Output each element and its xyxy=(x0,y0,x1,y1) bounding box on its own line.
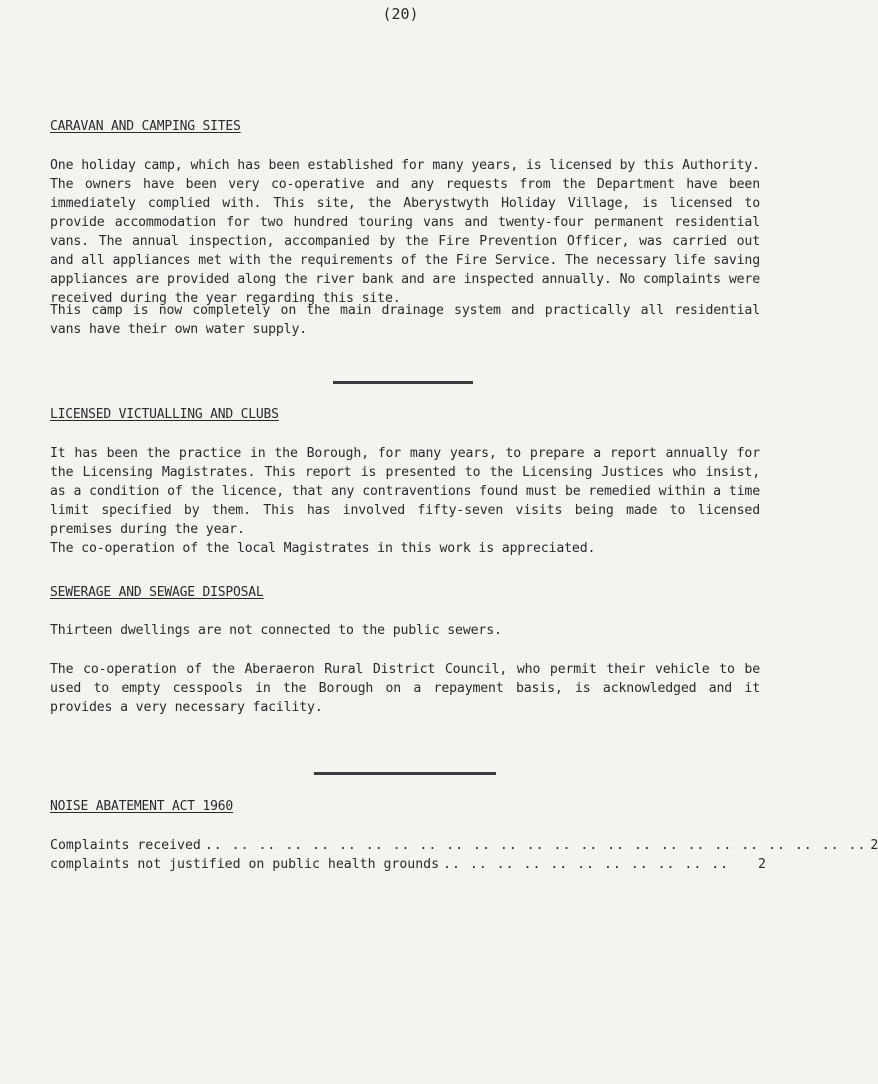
paragraph-sewerage-1: Thirteen dwellings are not connected to the public sewers. xyxy=(50,623,502,638)
stat-row xyxy=(50,857,766,872)
stat-label: complaints not justified on public health grounds xyxy=(50,857,440,872)
paragraph-caravan-1: One holiday camp, which has been established for many years, is licensed by this Authority. The owners have been very co-operative and any requests from the Department have been immediately complied with. This site, the Aberystwyth Holiday Village, is licensed to provide accommodation for two hundred touring vans and twenty-four permanent residential vans. The annual inspection, accompanied by the Fire Prevention Officer, was carried out and all appliances met with the requirements of the Fire Service. The necessary life saving appliances are provided along the river bank and are inspected annually. No complaints were received during the year regarding this site. xyxy=(50,158,760,306)
paragraph-caravan-2: This camp is now completely on the main drainage system and practically all residential vans have their own water supply. xyxy=(50,303,760,337)
stat-value: 2 xyxy=(870,838,878,853)
section-heading-licensed: LICENSED VICTUALLING AND CLUBS xyxy=(50,407,279,422)
paragraph-sewerage-2: The co-operation of the Aberaeron Rural District Council, who permit their vehicle to be used to empty cesspools in the Borough on a repayment basis, is acknowledged and it provides a very necessary facility. xyxy=(50,662,760,715)
section-heading-caravan: CARAVAN AND CAMPING SITES xyxy=(50,119,241,134)
paragraph-licensed-2: The co-operation of the local Magistrates in this work is appreciated. xyxy=(50,541,596,556)
paragraph-licensed-1: It has been the practice in the Borough, for many years, to prepare a report annually for the Licensing Magistrates. This report is presented to the Licensing Justices who insist, as a condition of the licence, that any contraventions found must be remedied within a time limit specified by them. This has involved fifty-seven visits being made to licensed premises during the year. xyxy=(50,446,760,537)
dot-leader: .. .. .. .. .. .. .. .. .. .. .. .. .. .. .. .. .. .. .. .. .. .. .. .. .. xyxy=(204,838,867,853)
stat-row xyxy=(50,838,878,853)
section-heading-noise: NOISE ABATEMENT ACT 1960 xyxy=(50,799,234,814)
stat-label: Complaints received xyxy=(50,838,201,853)
dot-leader: .. .. .. .. .. .. .. .. .. .. .. xyxy=(443,857,730,872)
section-heading-sewerage: SEWERAGE AND SEWAGE DISPOSAL xyxy=(50,585,264,600)
stat-value: 2 xyxy=(758,857,766,872)
section-divider xyxy=(314,772,496,775)
page-number: (20) xyxy=(382,5,419,23)
section-divider xyxy=(333,381,473,384)
